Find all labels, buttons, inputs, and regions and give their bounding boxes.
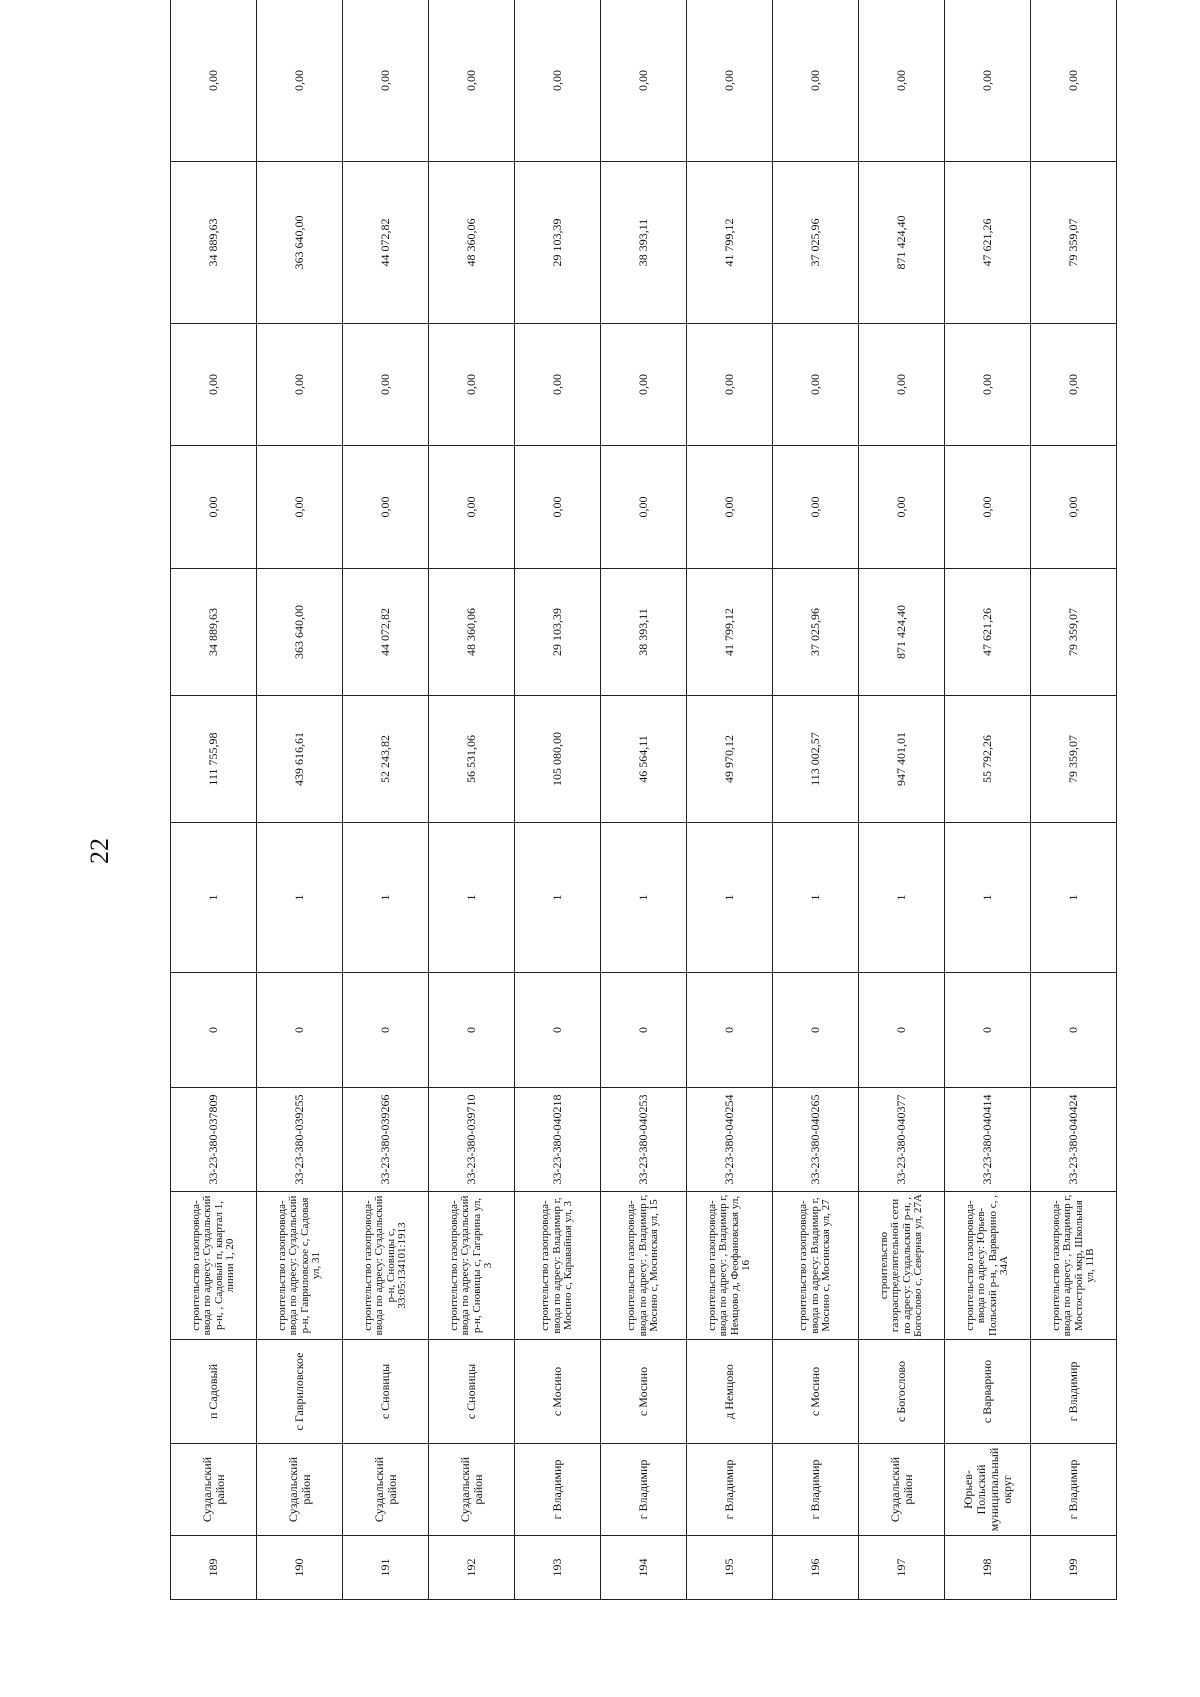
value-col-7: 44 072,82 (343, 162, 429, 324)
value-col-4: 38 393,11 (601, 569, 687, 696)
value-col-6: 0,00 (515, 324, 601, 446)
value-col-7: 41 799,12 (687, 162, 773, 324)
value-col-7: 47 621,26 (945, 162, 1031, 324)
value-col-4: 363 640,00 (257, 569, 343, 696)
value-col-5: 0,00 (859, 446, 945, 569)
table-row (601, 0, 687, 1600)
value-col-5: 0,00 (945, 446, 1031, 569)
value-col-8: 0,00 (1031, 0, 1117, 162)
value-col-1: 0 (515, 973, 601, 1088)
row-number: 193 (515, 1536, 601, 1600)
locality-cell: с Варварино (945, 1340, 1031, 1444)
value-col-4: 34 889,63 (171, 569, 257, 696)
row-number: 195 (687, 1536, 773, 1600)
code-cell: 33-23-380-040414 (945, 1088, 1031, 1192)
value-col-3: 947 401,01 (859, 696, 945, 823)
value-col-4: 37 025,96 (773, 569, 859, 696)
value-col-1: 0 (773, 973, 859, 1088)
description-cell: строительство газопровода-ввода по адресу: Владимир г, Мосино с, Каравайная ул, 3 (515, 1192, 601, 1340)
table-row (945, 0, 1031, 1600)
locality-cell: с Мосино (773, 1340, 859, 1444)
value-col-7: 48 360,06 (429, 162, 515, 324)
value-col-8: 0,00 (343, 0, 429, 162)
value-col-5: 0,00 (257, 446, 343, 569)
locality-cell: с Богослово (859, 1340, 945, 1444)
row-number: 198 (945, 1536, 1031, 1600)
value-col-2: 1 (687, 823, 773, 973)
value-col-5: 0,00 (429, 446, 515, 569)
value-col-2: 1 (773, 823, 859, 973)
page-number: 22 (85, 838, 114, 864)
value-col-7: 79 359,07 (1031, 162, 1117, 324)
table-row (687, 0, 773, 1600)
value-col-5: 0,00 (1031, 446, 1117, 569)
district-cell: г Владимир (1031, 1444, 1117, 1536)
table-row (171, 0, 257, 1600)
value-col-2: 1 (945, 823, 1031, 973)
table-row (773, 0, 859, 1600)
code-cell: 33-23-380-040253 (601, 1088, 687, 1192)
description-cell: строительство газопровода-ввода по адресу: Суздальский р-н, Сновицы с, 33:05:134101:1913 (343, 1192, 429, 1340)
locality-cell: с Мосино (601, 1340, 687, 1444)
description-cell: строительство газопровода-ввода по адресу: Суздальский р-н, , Садовый п, квартал 1, линии 1, 20 (171, 1192, 257, 1340)
value-col-1: 0 (429, 973, 515, 1088)
row-number: 189 (171, 1536, 257, 1600)
locality-cell: с Гавриловское (257, 1340, 343, 1444)
value-col-2: 1 (601, 823, 687, 973)
value-col-2: 1 (515, 823, 601, 973)
value-col-2: 1 (257, 823, 343, 973)
description-cell: строительство газопровода-ввода по адресу: , Владимир г, Мосино с, Мосинская ул, 15 (601, 1192, 687, 1340)
row-number: 194 (601, 1536, 687, 1600)
value-col-4: 47 621,26 (945, 569, 1031, 696)
value-col-1: 0 (1031, 973, 1117, 1088)
value-col-1: 0 (601, 973, 687, 1088)
code-cell: 33-23-380-040218 (515, 1088, 601, 1192)
code-cell: 33-23-380-039255 (257, 1088, 343, 1192)
data-table (170, 0, 1117, 1600)
district-cell: г Владимир (773, 1444, 859, 1536)
district-cell: г Владимир (601, 1444, 687, 1536)
value-col-7: 37 025,96 (773, 162, 859, 324)
value-col-6: 0,00 (773, 324, 859, 446)
row-number: 191 (343, 1536, 429, 1600)
district-cell: г Владимир (687, 1444, 773, 1536)
value-col-4: 79 359,07 (1031, 569, 1117, 696)
description-cell: строительство газопровода-ввода по адресу: , Владимир г, Немцово д, Феофановская ул, 16 (687, 1192, 773, 1340)
value-col-5: 0,00 (601, 446, 687, 569)
value-col-1: 0 (945, 973, 1031, 1088)
table-row (859, 0, 945, 1600)
value-col-3: 49 970,12 (687, 696, 773, 823)
description-cell: строительство газопровода-ввода по адресу: Суздальский р-н, Гавриловское с, Садовая ул, 31 (257, 1192, 343, 1340)
district-cell: Юрьев-Польский муниципальный округ (945, 1444, 1031, 1536)
value-col-8: 0,00 (257, 0, 343, 162)
description-cell: строительство газопровода-ввода по адресу: , Владимир г, Мостострой мкр, Школьная ул, 11В (1031, 1192, 1117, 1340)
code-cell: 33-23-380-039266 (343, 1088, 429, 1192)
description-cell: строительство газораспределительной сети по адресу: Суздальский р-н, , Богослово с, Северная ул, 27А (859, 1192, 945, 1340)
value-col-5: 0,00 (171, 446, 257, 569)
table-row (515, 0, 601, 1600)
row-number: 197 (859, 1536, 945, 1600)
table-row (429, 0, 515, 1600)
value-col-8: 0,00 (859, 0, 945, 162)
value-col-1: 0 (171, 973, 257, 1088)
value-col-1: 0 (343, 973, 429, 1088)
value-col-2: 1 (171, 823, 257, 973)
value-col-3: 79 359,07 (1031, 696, 1117, 823)
value-col-8: 0,00 (515, 0, 601, 162)
value-col-2: 1 (429, 823, 515, 973)
code-cell: 33-23-380-040377 (859, 1088, 945, 1192)
value-col-7: 363 640,00 (257, 162, 343, 324)
district-cell: Суздальский район (859, 1444, 945, 1536)
value-col-7: 29 103,39 (515, 162, 601, 324)
district-cell: Суздальский район (257, 1444, 343, 1536)
code-cell: 33-23-380-039710 (429, 1088, 515, 1192)
table-row (343, 0, 429, 1600)
value-col-4: 41 799,12 (687, 569, 773, 696)
value-col-6: 0,00 (343, 324, 429, 446)
value-col-1: 0 (859, 973, 945, 1088)
district-cell: Суздальский район (171, 1444, 257, 1536)
value-col-6: 0,00 (171, 324, 257, 446)
code-cell: 33-23-380-040254 (687, 1088, 773, 1192)
value-col-8: 0,00 (171, 0, 257, 162)
value-col-3: 113 002,57 (773, 696, 859, 823)
value-col-6: 0,00 (601, 324, 687, 446)
locality-cell: д Немцово (687, 1340, 773, 1444)
code-cell: 33-23-380-037809 (171, 1088, 257, 1192)
table-row (257, 0, 343, 1600)
table-row (1031, 0, 1117, 1600)
value-col-5: 0,00 (343, 446, 429, 569)
value-col-6: 0,00 (687, 324, 773, 446)
value-col-3: 56 531,06 (429, 696, 515, 823)
code-cell: 33-23-380-040265 (773, 1088, 859, 1192)
row-number: 196 (773, 1536, 859, 1600)
value-col-3: 105 080,00 (515, 696, 601, 823)
value-col-3: 46 564,11 (601, 696, 687, 823)
value-col-7: 871 424,40 (859, 162, 945, 324)
locality-cell: с Сновицы (429, 1340, 515, 1444)
value-col-6: 0,00 (945, 324, 1031, 446)
row-number: 192 (429, 1536, 515, 1600)
value-col-1: 0 (257, 973, 343, 1088)
locality-cell: с Мосино (515, 1340, 601, 1444)
value-col-8: 0,00 (945, 0, 1031, 162)
value-col-3: 439 616,61 (257, 696, 343, 823)
value-col-6: 0,00 (859, 324, 945, 446)
value-col-3: 111 755,98 (171, 696, 257, 823)
value-col-5: 0,00 (773, 446, 859, 569)
row-number: 190 (257, 1536, 343, 1600)
value-col-5: 0,00 (515, 446, 601, 569)
value-col-6: 0,00 (1031, 324, 1117, 446)
value-col-8: 0,00 (601, 0, 687, 162)
district-cell: Суздальский район (343, 1444, 429, 1536)
value-col-8: 0,00 (429, 0, 515, 162)
locality-cell: г Владимир (1031, 1340, 1117, 1444)
value-col-5: 0,00 (687, 446, 773, 569)
locality-cell: с Сновицы (343, 1340, 429, 1444)
value-col-4: 29 103,39 (515, 569, 601, 696)
description-cell: строительство газопровода-ввода по адресу: Владимир г, Мосино с, Мосинская ул, 27 (773, 1192, 859, 1340)
value-col-8: 0,00 (687, 0, 773, 162)
description-cell: строительство газопровода-ввода по адресу: Суздальский р-н, Сновицы с, Гагарина ул, 3 (429, 1192, 515, 1340)
value-col-2: 1 (343, 823, 429, 973)
description-cell: строительство газопровода-ввода по адресу: Юрьев-Польский р-н, , Варварино с, , 34А (945, 1192, 1031, 1340)
value-col-6: 0,00 (429, 324, 515, 446)
value-col-1: 0 (687, 973, 773, 1088)
value-col-2: 1 (859, 823, 945, 973)
district-cell: г Владимир (515, 1444, 601, 1536)
row-number: 199 (1031, 1536, 1117, 1600)
value-col-6: 0,00 (257, 324, 343, 446)
value-col-7: 34 889,63 (171, 162, 257, 324)
value-col-3: 52 243,82 (343, 696, 429, 823)
value-col-8: 0,00 (773, 0, 859, 162)
value-col-4: 871 424,40 (859, 569, 945, 696)
value-col-4: 44 072,82 (343, 569, 429, 696)
value-col-4: 48 360,06 (429, 569, 515, 696)
value-col-2: 1 (1031, 823, 1117, 973)
district-cell: Суздальский район (429, 1444, 515, 1536)
code-cell: 33-23-380-040424 (1031, 1088, 1117, 1192)
locality-cell: п Садовый (171, 1340, 257, 1444)
rotated-table-wrapper (170, 70, 1120, 1600)
value-col-7: 38 393,11 (601, 162, 687, 324)
value-col-3: 55 792,26 (945, 696, 1031, 823)
